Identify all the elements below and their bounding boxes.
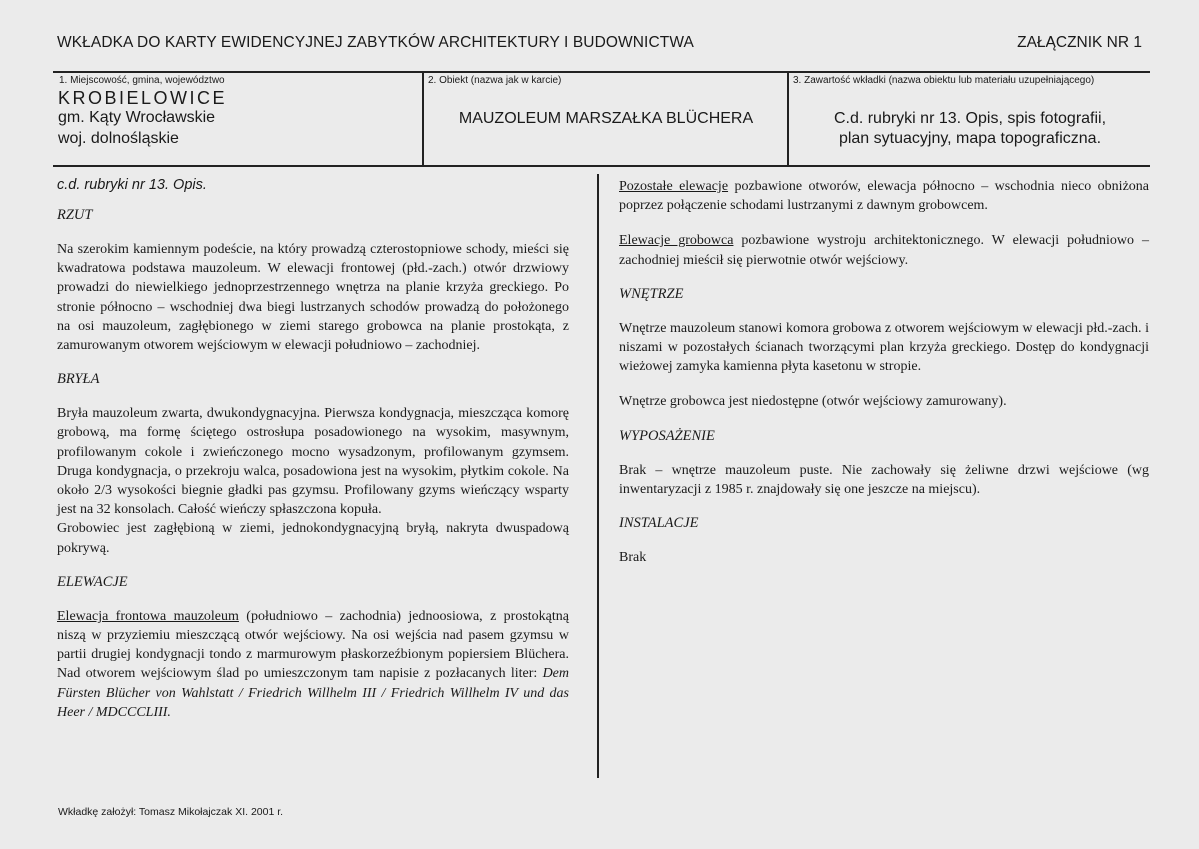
field-1-label: 1. Miejscowość, gmina, województwo (59, 75, 225, 86)
object-name: MAUZOLEUM MARSZAŁKA BLÜCHERA (458, 110, 754, 127)
middle-rule (53, 165, 1150, 167)
commune-name: gm. Kąty Wrocławskie (58, 109, 216, 126)
insert-contents (790, 109, 1150, 149)
section-title-elewacje: ELEWACJE (57, 573, 128, 590)
section-title-wnetrze: WNĘTRZE (619, 285, 684, 302)
grobowca-lead: Elewacje grobowca (619, 233, 734, 249)
section-title-bryla: BRYŁA (57, 371, 100, 388)
section-title-instalacje: INSTALACJE (619, 515, 699, 532)
elewacje-text (57, 607, 569, 722)
pozostale-elewacje-text (619, 177, 1149, 215)
rzut-text: Na szerokim kamiennym podeście, na który prowadzą czterostopniowe schody, mieści się kwadratowa podstawa mauzoleum. W elewacji frontowej (płd.-zach.) otwór drzwiowy prowadzi do niewielkiego jednoprzestrzennego wnętrza na planie krzyża greckiego. Po stronie północno – wschodniej dwa biegi lustrzanych schodów prowadzą do położonego na osi mauzoleum, zagłębionego w ziemi starego grobowca na planie prostokąta, z zamurowanym otworem wejściowym w elewacji południowo – zachodniej. (57, 242, 569, 354)
bryla-text-1: Bryła mauzoleum zwarta, dwukondygnacyjna. Pierwsza kondygnacja, mieszcząca komorę grobową, ma formę ściętego ostrosłupa posadowionego na wysokim, masywnym, profilowanym cokole i zwieńczonego mocno wysadzonym, profilowanym gzymsem. Druga kondygnacja, o przekroju walca, posadowiona jest na wysokim, płytkim cokole. Na około 2/3 wysokości biegnie gładki pas gzymsu. Profilowany gzyms wieńczący wsparty jest na 32 konsolach. Całość wieńczy spłaszczona kopuła. (57, 406, 569, 518)
elewacje-body: (południowo – zachodnia) jednoosiowa, z prostokątną niszą w przyziemiu mieszczącą otwór wejściowy. Na osi wejścia nad pasem gzymsu w partii drugiej kondygnacji tondo z marmurowym płaskorzeźbionym popiersiem Blüchera. Nad otworem wejściowym ślad po umieszczonym tam napisie z pozłacanych liter: (57, 608, 569, 682)
pozostale-lead: Pozostałe elewacje (619, 179, 729, 194)
elewacje-inscription: Dem Fürsten Blücher von Wahlstatt / Friedrich Willhelm III / Friedrich Willhelm IV und das Heer / MDCCCLIII. (57, 666, 569, 720)
wyposazenie-text: Brak – wnętrze mauzoleum puste. Nie zachowały się żeliwne drzwi wejściowe (wg inwentaryzacji z 1985 r. znajdowały się one jeszcze na miejscu). (619, 462, 1149, 497)
bryla-text-2: Grobowiec jest zagłębioną w ziemi, jednokondygnacyjną bryłą, nakryta dwuspadową pokrywą. (57, 521, 569, 556)
elewacje-lead: Elewacja frontowa mauzoleum (57, 608, 239, 624)
column-divider (597, 174, 599, 778)
founder-note: Wkładkę założył: Tomasz Mikołajczak XI. 2001 r. (58, 806, 284, 818)
pozostale-body: pozbawione otworów, elewacja północno – wschodnia nieco obniżona poprzez połączenie schodami lustrzanymi z dawnym grobowcem. (619, 179, 1149, 214)
column-heading: c.d. rubryki nr 13. Opis. (57, 177, 207, 193)
town-name: KROBIELOWICE (58, 88, 228, 108)
instalacje-text: Brak (619, 550, 647, 566)
wnetrze-text-1: Wnętrze mauzoleum stanowi komora grobowa z otworem wejściowym w elewacji płd.-zach. i niszami w pozostałych ścianach tworzącymi plan krzyża greckiego. Dostęp do kondygnacji wieżowej zamyka kamienna płyta kasetonu w stropie. (619, 320, 1149, 375)
grobowca-body: pozbawione wystroju architektonicznego. W elewacji południowo – zachodniej mieścił się pierwotnie otwór wejściowy. (619, 233, 1149, 268)
section-title-wyposazenie: WYPOSAŻENIE (619, 427, 715, 444)
document-title: WKŁADKA DO KARTY EWIDENCYJNEJ ZABYTKÓW ARCHITEKTURY I BUDOWNICTWA (57, 34, 694, 51)
top-rule (53, 71, 1150, 73)
voivodeship-name: woj. dolnośląskie (58, 130, 179, 147)
section-title-rzut: RZUT (57, 207, 93, 223)
annex-label: ZAŁĄCZNIK NR 1 (1017, 34, 1142, 51)
field-2-label: 2. Obiekt (nazwa jak w karcie) (428, 75, 562, 86)
insert-contents-line-2: plan sytuacyjny, mapa topograficzna. (838, 130, 1102, 147)
elewacje-grobowca-text (619, 231, 1149, 269)
wnetrze-text-2: Wnętrze grobowca jest niedostępne (otwór wejściowy zamurowany). (619, 394, 1007, 410)
left-column (57, 177, 569, 738)
right-column (619, 177, 1149, 583)
insert-contents-line-1: C.d. rubryki nr 13. Opis, spis fotografii, (833, 110, 1107, 127)
field-3-label: 3. Zawartość wkładki (nazwa obiektu lub materiału uzupełniającego) (793, 75, 1095, 86)
